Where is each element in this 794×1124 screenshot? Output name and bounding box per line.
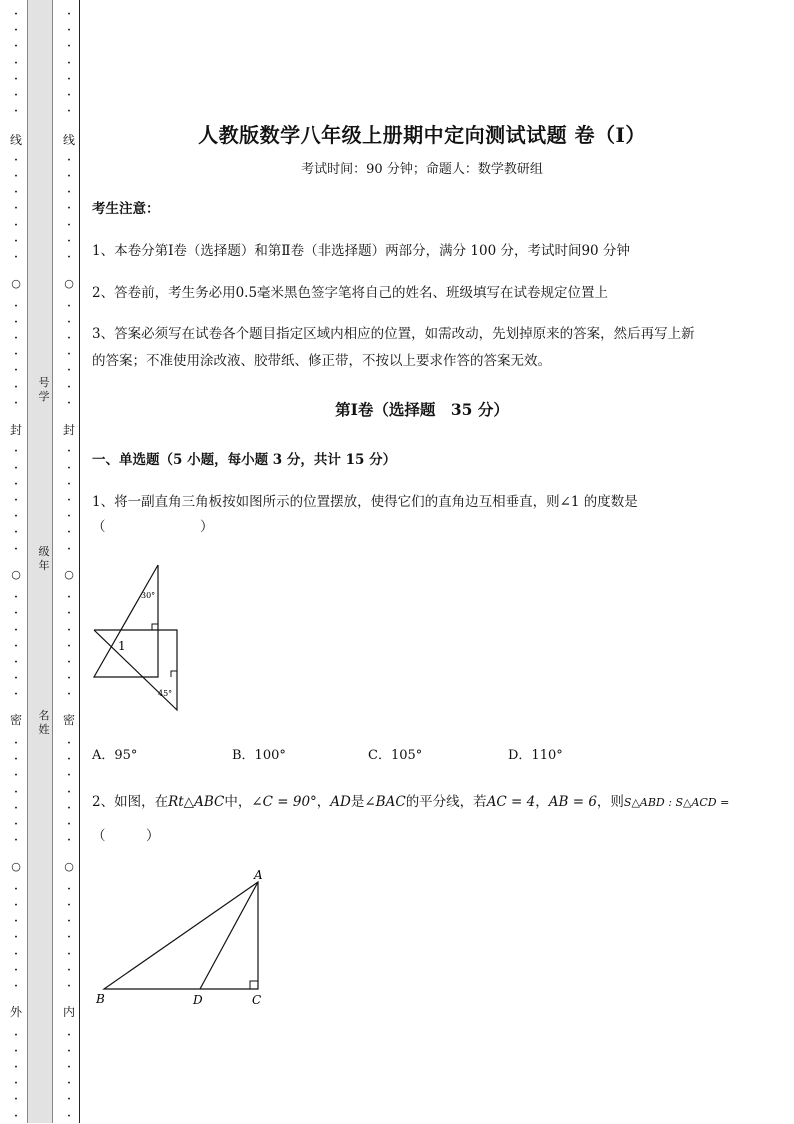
notice-item-3: 3、答案必须写在试卷各个题目指定区域内相应的位置，如需改动，先划掉原来的答案，然后再写上新 xyxy=(92,326,695,342)
binding-dot: · xyxy=(67,106,71,118)
binding-dot: · xyxy=(67,511,71,523)
notice-item-1: 1、本卷分第Ⅰ卷（选择题）和第Ⅱ卷（非选择题）两部分，满分 100 分，考试时间90 分钟 xyxy=(92,243,630,259)
binding-dot: · xyxy=(14,608,18,620)
binding-dot: · xyxy=(14,900,18,911)
binding-dot: · xyxy=(67,835,71,847)
part-heading: 一、单选题（5 小题，每小题 3 分，共计 15 分） xyxy=(92,452,397,468)
outer-mark: ○ xyxy=(11,860,21,873)
binding-dot: · xyxy=(67,300,71,312)
binding-dot: · xyxy=(67,673,71,685)
question-1-option-a[interactable]: A．95° xyxy=(92,748,138,763)
binding-dot: · xyxy=(14,1094,18,1106)
binding-dot: · xyxy=(67,657,71,668)
binding-dot: · xyxy=(14,754,18,766)
binding-dot: · xyxy=(14,9,18,20)
binding-dot: · xyxy=(14,657,18,668)
inner-mark: 线 xyxy=(62,133,75,147)
binding-dot: · xyxy=(67,154,71,166)
outer-mark: ○ xyxy=(11,568,21,581)
notice-item-2: 2、答卷前，考生务必用0.5毫米黑色签字笔将自己的姓名、班级填写在试卷规定位置上 xyxy=(92,285,609,301)
binding-dot: · xyxy=(67,527,71,539)
binding-dot: · xyxy=(67,624,71,636)
q2-angle-c: ∠C = 90° xyxy=(251,794,317,810)
inner-mark: ○ xyxy=(64,860,74,873)
binding-dot: · xyxy=(67,381,71,393)
field-char: 级 xyxy=(38,545,50,558)
binding-dot: · xyxy=(14,478,18,490)
binding-dot: · xyxy=(14,446,18,458)
binding-margin xyxy=(0,0,82,1123)
binding-dot: · xyxy=(67,948,71,960)
binding-dot: · xyxy=(14,187,18,199)
binding-dot: · xyxy=(67,73,71,85)
binding-dot: · xyxy=(14,948,18,960)
binding-dot: · xyxy=(67,41,71,53)
section-title: 第Ⅰ卷（选择题 35 分） xyxy=(335,400,509,419)
q2-ac: AC = 4 xyxy=(486,794,536,810)
outer-mark: 封 xyxy=(9,423,22,437)
question-1-option-d[interactable]: D．110° xyxy=(508,748,563,763)
binding-dot: · xyxy=(67,543,71,555)
outer-mark: 密 xyxy=(9,713,22,727)
binding-dot: · xyxy=(67,203,71,215)
binding-dot: · xyxy=(14,73,18,85)
binding-dot: · xyxy=(67,333,71,344)
binding-dot: · xyxy=(14,1029,18,1041)
question-1-text: 1、将一副直角三角板按如图所示的位置摆放，使得它们的直角边互相垂直，则∠1 的度数是 xyxy=(92,494,638,510)
binding-dot: · xyxy=(14,819,18,830)
page-title: 人教版数学八年级上册期中定向测试试题 卷（Ⅰ） xyxy=(198,123,646,147)
binding-dot: · xyxy=(67,1094,71,1106)
binding-dot: · xyxy=(67,819,71,830)
binding-dot: · xyxy=(14,1110,18,1122)
binding-dot: · xyxy=(14,316,18,328)
page-subtitle: 考试时间：90 分钟；命题人：数学教研组 xyxy=(301,162,543,177)
binding-dot: · xyxy=(67,640,71,652)
q2-text: ， xyxy=(316,794,331,810)
binding-dot: · xyxy=(67,349,71,361)
binding-dot: · xyxy=(67,9,71,20)
notice-item-3-cont: 的答案；不准使用涂改液、胶带纸、修正带，不按以上要求作答的答案无效。 xyxy=(92,353,551,369)
binding-dot: · xyxy=(14,235,18,247)
binding-dot: · xyxy=(14,981,18,992)
segment-ad xyxy=(200,882,258,989)
outer-dotted-line xyxy=(9,0,23,1123)
field-char: 名 xyxy=(38,709,50,722)
binding-dot: · xyxy=(14,835,18,847)
field-student-number xyxy=(37,376,51,404)
inner-mark: 密 xyxy=(62,713,75,727)
binding-dot: · xyxy=(67,219,71,231)
binding-dot: · xyxy=(67,478,71,490)
binding-dot: · xyxy=(14,802,18,814)
binding-dot: · xyxy=(14,932,18,944)
binding-dot: · xyxy=(14,770,18,782)
q2-angle-bac: ∠BAC xyxy=(364,794,406,810)
vertex-a-label: A xyxy=(254,868,263,882)
field-name xyxy=(37,709,51,737)
q2-text: 的平分线，若 xyxy=(405,794,487,810)
vertex-d-label: D xyxy=(193,993,203,1007)
inner-mark: 内 xyxy=(62,1005,75,1019)
inner-mark: ○ xyxy=(64,277,74,290)
angle-45-label: 45° xyxy=(158,689,173,698)
vertex-c-label: C xyxy=(252,993,262,1007)
field-char: 号 xyxy=(38,376,50,389)
binding-dot: · xyxy=(67,900,71,911)
binding-dot: · xyxy=(67,397,71,409)
binding-dot: · xyxy=(14,786,18,798)
binding-dot: · xyxy=(14,592,18,604)
binding-dot: · xyxy=(14,1045,18,1057)
binding-dot: · xyxy=(14,154,18,166)
binding-dot: · xyxy=(67,495,71,506)
binding-dot: · xyxy=(14,349,18,361)
question-1-figure xyxy=(92,560,192,720)
binding-dot: · xyxy=(14,397,18,409)
binding-dot: · xyxy=(67,316,71,328)
triangle-45 xyxy=(94,630,177,710)
binding-dot: · xyxy=(67,252,71,263)
question-1-option-c[interactable]: C．105° xyxy=(368,748,423,763)
q2-text: ， xyxy=(535,794,549,810)
question-1-option-b[interactable]: B．100° xyxy=(232,748,286,763)
right-angle-mark xyxy=(152,624,158,630)
q2-text: 2、如图，在 xyxy=(92,794,169,810)
binding-dot: · xyxy=(14,511,18,523)
binding-dot: · xyxy=(67,592,71,604)
binding-dot: · xyxy=(67,608,71,620)
binding-dot: · xyxy=(14,543,18,555)
field-grade xyxy=(37,545,51,573)
binding-dot: · xyxy=(14,381,18,393)
binding-dot: · xyxy=(14,219,18,231)
question-1-paren: （ ） xyxy=(92,519,214,535)
binding-dot: · xyxy=(14,738,18,749)
q2-text: 是 xyxy=(350,794,365,810)
vertex-b-label: B xyxy=(96,992,105,1006)
q2-ad: AD xyxy=(330,794,351,810)
binding-dot: · xyxy=(14,1062,18,1073)
binding-dot: · xyxy=(67,446,71,458)
outer-mark: ○ xyxy=(11,277,21,290)
q2-ratio: S△ABD : S△ACD = xyxy=(623,796,730,809)
right-angle-mark xyxy=(171,671,177,677)
question-2-paren: （ ） xyxy=(92,828,160,844)
binding-dot: · xyxy=(67,981,71,992)
binding-dot: · xyxy=(67,235,71,247)
binding-dot: · xyxy=(67,1110,71,1122)
q2-text: ，则 xyxy=(596,794,624,810)
binding-dot: · xyxy=(67,883,71,895)
binding-dot: · xyxy=(14,171,18,182)
binding-dot: · xyxy=(14,640,18,652)
binding-dot: · xyxy=(67,916,71,928)
binding-dot: · xyxy=(67,171,71,182)
binding-dot: · xyxy=(67,786,71,798)
binding-dot: · xyxy=(67,187,71,199)
notice-heading: 考生注意： xyxy=(92,201,160,217)
binding-dot: · xyxy=(67,689,71,701)
binding-dot: · xyxy=(14,203,18,215)
binding-dot: · xyxy=(14,673,18,685)
angle-30-label: 30° xyxy=(141,591,156,600)
binding-dot: · xyxy=(14,527,18,539)
binding-dot: · xyxy=(67,738,71,749)
binding-dot: · xyxy=(67,57,71,69)
binding-dot: · xyxy=(14,462,18,474)
binding-dot: · xyxy=(14,1078,18,1090)
binding-dot: · xyxy=(14,25,18,37)
outer-mark: 线 xyxy=(9,133,22,147)
binding-dot: · xyxy=(14,883,18,895)
question-2-figure xyxy=(92,862,272,1012)
question-2-text xyxy=(92,791,729,814)
binding-border-line xyxy=(79,0,80,1123)
inner-mark: ○ xyxy=(64,568,74,581)
binding-dot: · xyxy=(67,365,71,377)
binding-dot: · xyxy=(67,1078,71,1090)
binding-dot: · xyxy=(14,689,18,701)
binding-dot: · xyxy=(67,754,71,766)
q2-triangle: Rt△ABC xyxy=(168,794,225,810)
binding-dot: · xyxy=(14,41,18,53)
field-char: 年 xyxy=(38,559,50,572)
binding-dot: · xyxy=(14,90,18,101)
binding-dot: · xyxy=(67,1062,71,1073)
binding-dot: · xyxy=(67,932,71,944)
binding-dot: · xyxy=(14,333,18,344)
binding-dot: · xyxy=(67,90,71,101)
binding-dot: · xyxy=(67,964,71,976)
binding-dot: · xyxy=(67,1029,71,1041)
binding-dot: · xyxy=(14,300,18,312)
binding-dot: · xyxy=(67,462,71,474)
inner-dotted-line xyxy=(62,0,76,1123)
binding-dot: · xyxy=(14,916,18,928)
binding-dot: · xyxy=(67,802,71,814)
binding-dot: · xyxy=(67,770,71,782)
outer-mark: 外 xyxy=(9,1005,22,1019)
angle-1-label: 1 xyxy=(118,639,126,653)
binding-dot: · xyxy=(14,624,18,636)
field-char: 姓 xyxy=(38,723,50,736)
triangle-abc xyxy=(104,882,258,989)
binding-dot: · xyxy=(14,57,18,69)
right-angle-mark xyxy=(250,981,258,989)
field-char: 学 xyxy=(38,390,50,403)
binding-dot: · xyxy=(67,25,71,37)
binding-dot: · xyxy=(14,964,18,976)
binding-dot: · xyxy=(14,252,18,263)
binding-dot: · xyxy=(14,365,18,377)
q2-text: 中， xyxy=(224,794,252,810)
q2-ab: AB = 6 xyxy=(548,794,597,810)
binding-dot: · xyxy=(14,495,18,506)
inner-mark: 封 xyxy=(62,423,75,437)
binding-dot: · xyxy=(14,106,18,118)
binding-dot: · xyxy=(67,1045,71,1057)
